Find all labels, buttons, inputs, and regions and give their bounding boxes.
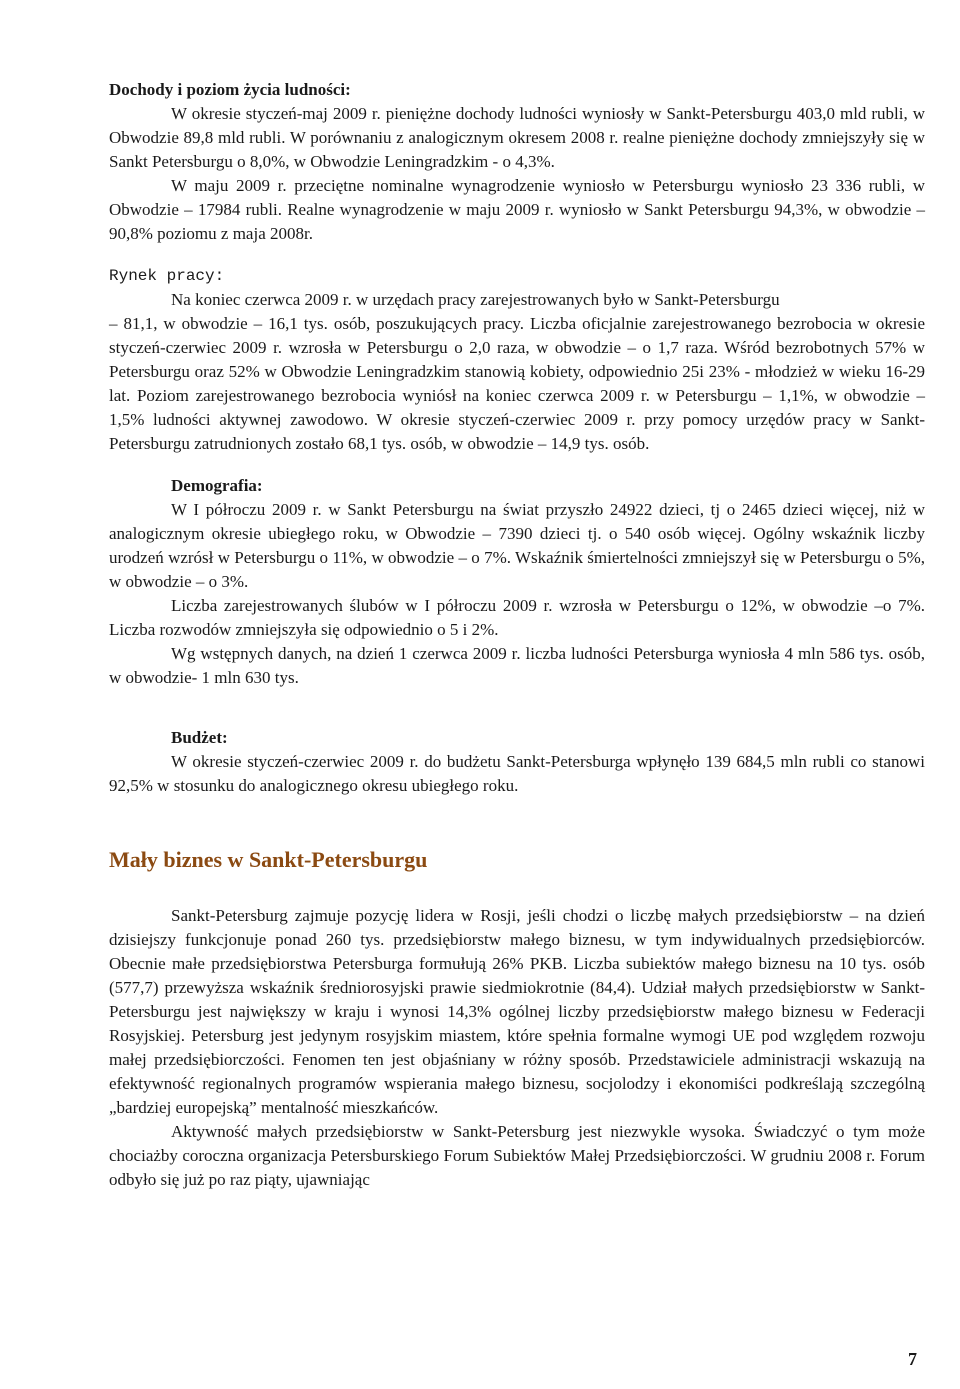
spacer xyxy=(109,874,925,904)
income-paragraph-1: W okresie styczeń-maj 2009 r. pieniężne dochody ludności wyniosły w Sankt-Petersburgu 403,0 mld rubli, w Obwodzie 89,8 mld rubli. W porównaniu z analogicznym okresem 2008 r. realne pieniężne dochody zmniejszyły się w Sankt Petersburgu o 8,0%, w Obwodzie Leningradzkim - o 4,3%. xyxy=(109,104,925,171)
demography-paragraph-3: Wg wstępnych danych, na dzień 1 czerwca 2009 r. liczba ludności Petersburga wyniosła 4 mln 586 tys. osób, w obwodzie- 1 mln 630 tys. xyxy=(109,644,925,687)
small-business-paragraph-1: Sankt-Petersburg zajmuje pozycję lidera w Rosji, jeśli chodzi o liczbę małych przedsiębiorstw – na dzień dzisiejszy funkcjonuje ponad 260 tys. przedsiębiorstw małego biznesu, w tym indywidualnych przedsiębiorców. Obecnie małe przedsiębiorstwa Petersburga formułują 26% PKB. Liczba subiektów małego biznesu na 10 tys. osób (577,7) przewyższa wskaźnik średniorosyjski prawie siedmiokrotnie (84,4). Udział małych przedsiębiorstw w Sankt-Petersburgu jest największy w kraju i wynosi 14,3% ogólnej liczby przedsiębiorstw małego biznesu w Federacji Rosyjskiej. Petersburg jest jedynym rosyjskim miastem, które spełnia formalne wymogi UE pod względem rozwoju małej przedsiębiorczości. Fenomen ten jest objaśniany w różny sposób. Przedstawiciele administracji wskazują na efektywność regionalnych programów wspierania małego biznesu, socjolodzy i ekonomiści podkreślają szczególną „bardziej europejską” mentalność mieszkańców. xyxy=(109,906,925,1117)
demography-paragraph-2: Liczba zarejestrowanych ślubów w I półroczu 2009 r. wzrosła w Petersburgu o 12%, w obwodzie –o 7%. Liczba rozwodów zmniejszyła się odpowiednio o 5 i 2%. xyxy=(109,596,925,639)
labor-first-line: Na koniec czerwca 2009 r. w urzędach pracy zarejestrowanych było w Sankt-Petersburgu xyxy=(171,290,780,309)
labor-paragraph: – 81,1, w obwodzie – 16,1 tys. osób, poszukujących pracy. Liczba oficjalnie zarejestrowanego bezrobocia w okresie styczeń-czerwiec 2009 r. wzrosła w Petersburgu o 2,0 raza, w obwodzie – o 1,7 raza. Wśród bezrobotnych 57% w Petersburgu oraz 52% w Obwodzie Leningradzkim stanowią kobiety, odpowiednio 25i 23% - młodzież w wieku 16-29 lat. Poziom zarejestrowanego bezrobocia wyniósł na koniec czerwca 2009 r. w Petersburgu – 1,1%, w obwodzie – 1,5% ludności aktywnej zawodowo. W okresie styczeń-czerwiec 2009 r. przy pomocy urzędów pracy w Sankt-Petersburgu zatrudnionych zostało 68,1 tys. osób, w obwodzie – 14,9 tys. osób. xyxy=(109,314,925,453)
small-business-paragraph-2: Aktywność małych przedsiębiorstw w Sankt-Petersburg jest niezwykle wysoka. Świadczyć o tym może chociażby coroczna organizacja Petersburskiego Forum Subiektów Małej Przedsiębiorczości. W grudniu 2008 r. Forum odbyło się już po raz piąty, ujawniając xyxy=(109,1122,925,1189)
spacer xyxy=(109,246,925,264)
spacer xyxy=(109,456,925,474)
spacer xyxy=(109,834,925,846)
section-title: Mały biznes w Sankt-Petersburgu xyxy=(109,847,428,872)
income-heading: Dochody i poziom życia ludności: xyxy=(109,80,351,99)
spacer xyxy=(109,690,925,726)
budget-paragraph: W okresie styczeń-czerwiec 2009 r. do budżetu Sankt-Petersburga wpłynęło 139 684,5 mln rubli co stanowi 92,5% w stosunku do analogicznego okresu ubiegłego roku. xyxy=(109,752,925,795)
spacer xyxy=(109,798,925,834)
demography-heading: Demografia: xyxy=(171,476,263,495)
budget-heading: Budżet: xyxy=(171,728,228,747)
income-paragraph-2: W maju 2009 r. przeciętne nominalne wynagrodzenie wyniosło w Petersburgu wyniosło 23 336 rubli, w Obwodzie – 17984 rubli. Realne wynagrodzenie w maju 2009 r. wyniosło w Sankt Petersburgu 94,3%, w obwodzie – 90,8% poziomu z maja 2008r. xyxy=(109,176,925,243)
demography-paragraph-1: W I półroczu 2009 r. w Sankt Petersburgu na świat przyszło 24922 dzieci, tj o 2465 dzieci więcej, niż w analogicznym okresie ubiegłego roku, w Obwodzie – 7390 dzieci tj. o 540 osób więcej. Ogólny wskaźnik liczby urodzeń wzrósł w Petersburgu o 11%, w obwodzie – o 7%. Wskaźnik śmiertelności zmniejszył się w Petersburgu o 5%, w obwodzie – o 3%. xyxy=(109,500,925,591)
document-page xyxy=(109,78,925,1192)
labor-heading: Rynek pracy: xyxy=(109,267,225,285)
page-number: 7 xyxy=(908,1349,917,1369)
